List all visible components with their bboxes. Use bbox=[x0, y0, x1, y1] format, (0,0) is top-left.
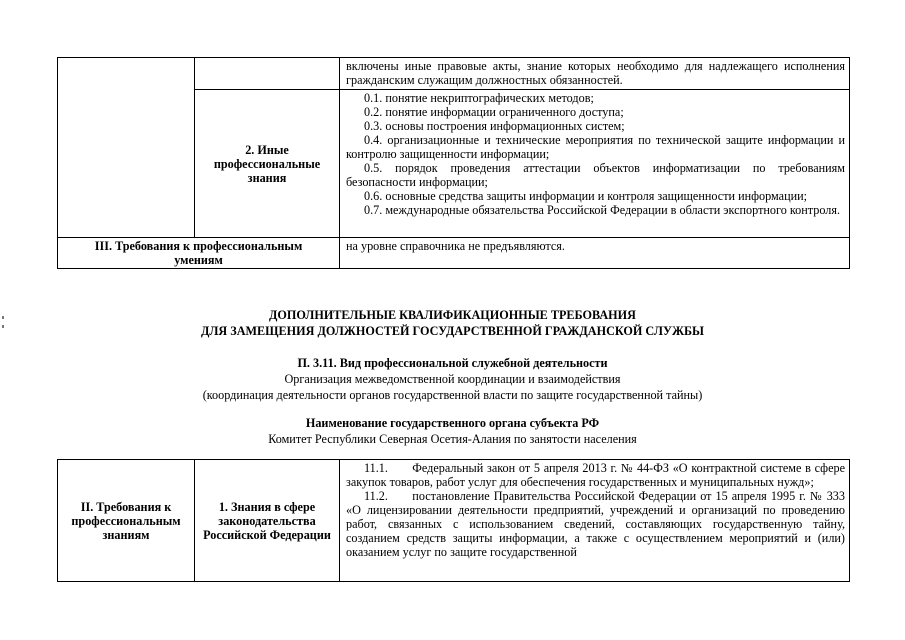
list-item: 0.7. международные обязательства Российской Федерации в области экспортного контроля. bbox=[364, 203, 841, 217]
section-label: III. Требования к профессиональным умениям bbox=[94, 239, 303, 267]
qualification-table-bottom bbox=[57, 459, 850, 582]
table-cell: включены иные правовые акты, знание которых необходимо для надлежащего исполнения гражданским служащим должностных обязанностей. bbox=[340, 58, 850, 90]
activity-name: Организация межведомственной координации и взаимодействия bbox=[284, 372, 621, 386]
heading-line: ДОПОЛНИТЕЛЬНЫЕ КВАЛИФИКАЦИОННЫЕ ТРЕБОВАНИЯ bbox=[269, 308, 636, 322]
section-cell bbox=[58, 460, 195, 582]
organ-block bbox=[0, 416, 905, 446]
list-item: 0.1. понятие некриптографических методов; bbox=[364, 91, 594, 105]
organ-name: Комитет Республики Северная Осетия-Алания по занятости населения bbox=[268, 432, 637, 446]
empty-cell bbox=[58, 58, 195, 238]
category-cell bbox=[195, 90, 340, 238]
list-item: 0.2. понятие информации ограниченного доступа; bbox=[364, 105, 624, 119]
document-heading bbox=[0, 308, 905, 338]
empty-cell bbox=[195, 58, 340, 90]
section-label: II. Требования к профессиональным знаниям bbox=[71, 499, 181, 542]
qualification-table-top bbox=[57, 57, 850, 269]
section-cell bbox=[58, 238, 340, 269]
category-cell bbox=[195, 460, 340, 582]
list-item: 0.3. основы построения информационных систем; bbox=[364, 119, 625, 133]
activity-block bbox=[0, 356, 905, 402]
activity-note: (координация деятельности органов государственной власти по защите государственной тайны) bbox=[202, 388, 703, 402]
list-item: 0.5. порядок проведения аттестации объектов информатизации по требованиям безопасности информации; bbox=[346, 161, 845, 189]
heading-line: ДЛЯ ЗАМЕЩЕНИЯ ДОЛЖНОСТЕЙ ГОСУДАРСТВЕННОЙ ГРАЖДАНСКОЙ СЛУЖБЫ bbox=[200, 324, 705, 338]
knowledge-list-cell bbox=[340, 90, 850, 238]
list-item: 0.6. основные средства защиты информации и контроля защищенности информации; bbox=[364, 189, 808, 203]
category-label: 2. Иные профессиональные знания bbox=[213, 142, 321, 185]
activity-title: П. 3.11. Вид профессиональной служебной деятельности bbox=[297, 356, 608, 370]
list-item: 0.4. организационные и технические мероприятия по технической защите информации и контролю защищенности информации; bbox=[346, 133, 845, 161]
list-item: 11.2. постановление Правительства Российской Федерации от 15 апреля 1995 г. № 333 «О лицензировании деятельности предприятий, учреждений и организаций по проведению работ, связанных с использованием сведений, составляющих государственную тайну, созданием средств защиты информации, а также с осуществлением мероприятий и (или) оказанием услуг по защите государственной bbox=[346, 489, 845, 559]
category-label: 1. Знания в сфере законодательства Российской Федерации bbox=[203, 499, 331, 542]
list-item: 11.1. Федеральный закон от 5 апреля 2013 г. № 44-ФЗ «О контрактной системе в сфере закупок товаров, работ услуг для обеспечения государственных и муниципальных нужд»; bbox=[346, 461, 845, 489]
law-list-cell bbox=[340, 460, 850, 582]
organ-title: Наименование государственного органа субъекта РФ bbox=[305, 416, 600, 430]
table-cell: на уровне справочника не предъявляются. bbox=[340, 238, 850, 269]
